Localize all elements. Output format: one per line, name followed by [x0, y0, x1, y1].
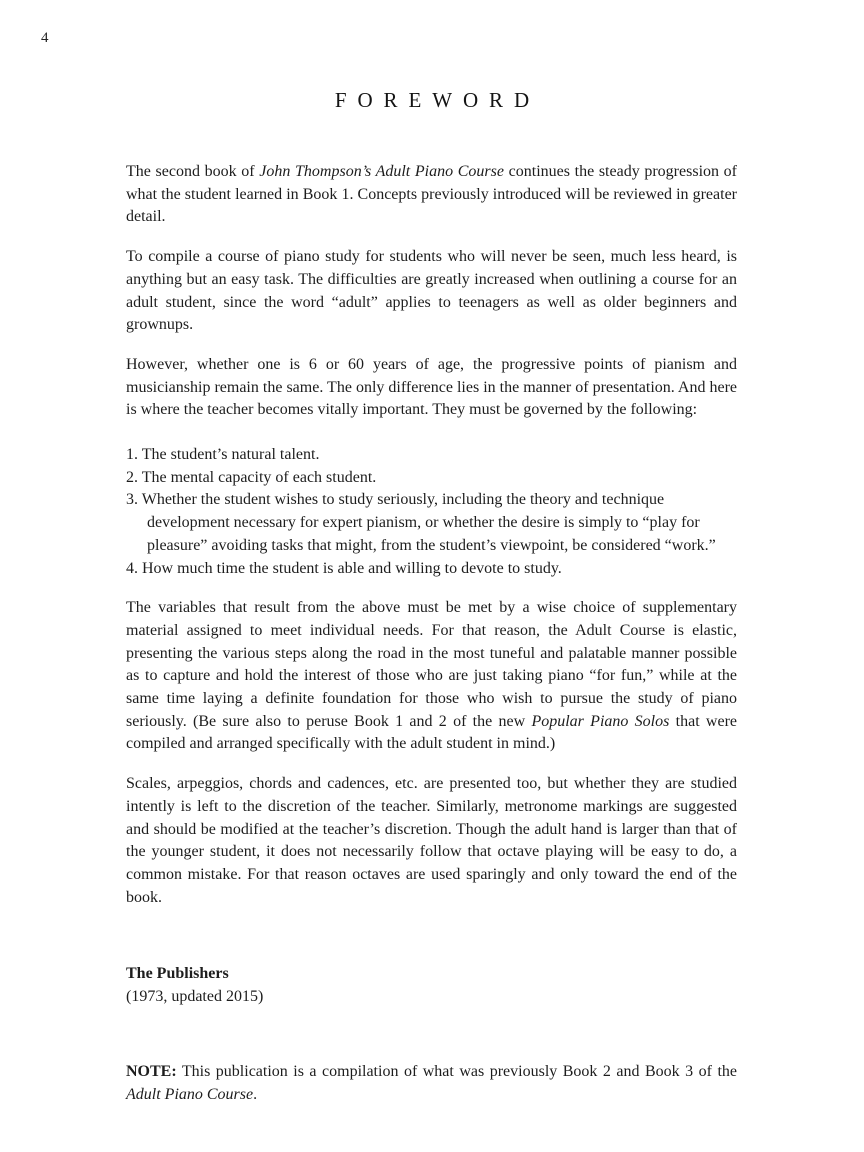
paragraph-variables: The variables that result from the above must be met by a wise choice of supplementary material assigned to meet individual needs. For that reason, the Adult Course is elastic, presenting the various steps along the road in the most tuneful and palatable manner possible as to capture and hold the interest of those who are just taking piano “for fun,” while at the same time laying a definite foundation for those who wish to pursue the study of piano seriously. (Be sure also to peruse Book 1 and 2 of the new Popular Piano Solos that were compiled and arranged specifically with the adult student in mind.) — [126, 599, 738, 753]
page-number: 4 — [41, 30, 49, 46]
list-item: 1. The student’s natural talent. — [126, 446, 320, 464]
numbered-list — [126, 444, 737, 580]
list-item: 2. The mental capacity of each student. — [126, 468, 377, 486]
foreword-body — [126, 161, 737, 1106]
paragraph-intro: The second book of John Thompson’s Adult Piano Course continues the steady progression of what the student learned in Book 1. Concepts previously introduced will be reviewed in greater detail. — [126, 163, 737, 226]
title-wrap — [0, 0, 864, 113]
note-paragraph: NOTE: This publication is a compilation of what was previously Book 2 and Book 3 of the Adult Piano Course. — [126, 1062, 737, 1103]
signature-name: The Publishers — [126, 965, 229, 983]
signature-block — [126, 963, 737, 1008]
list-item: 3. Whether the student wishes to study seriously, including the theory and technique development necessary for expert pianism, or whether the desire is simply to “play for pleasure” avoiding tasks that might, from the student’s viewpoint, be considered “work.” — [126, 491, 716, 554]
paragraph-however: However, whether one is 6 or 60 years of age, the progressive points of pianism and musicianship remain the same. The only difference lies in the manner of presentation. And here is where the teacher becomes vitally important. They must be governed by the following: — [126, 355, 737, 419]
paragraph-compile: To compile a course of piano study for students who will never be seen, much less heard, is anything but an easy task. The difficulties are greatly increased when outlining a course for an adult student, since the word “adult” applies to teenagers as well as older beginners and grownups. — [126, 248, 737, 334]
signature-date: (1973, updated 2015) — [126, 988, 264, 1006]
paragraph-scales: Scales, arpeggios, chords and cadences, etc. are presented too, but whether they are studied intently is left to the discretion of the teacher. Similarly, metronome markings are suggested and should be modified at the teacher’s discretion. Though the adult hand is larger than that of the younger student, it does not necessarily follow that octave playing will be easy to do, a common mistake. For that reason octaves are used sparingly and only toward the end of the book. — [126, 775, 737, 906]
page-title: FOREWORD — [334, 88, 541, 112]
list-item: 4. How much time the student is able and willing to devote to study. — [126, 559, 562, 577]
